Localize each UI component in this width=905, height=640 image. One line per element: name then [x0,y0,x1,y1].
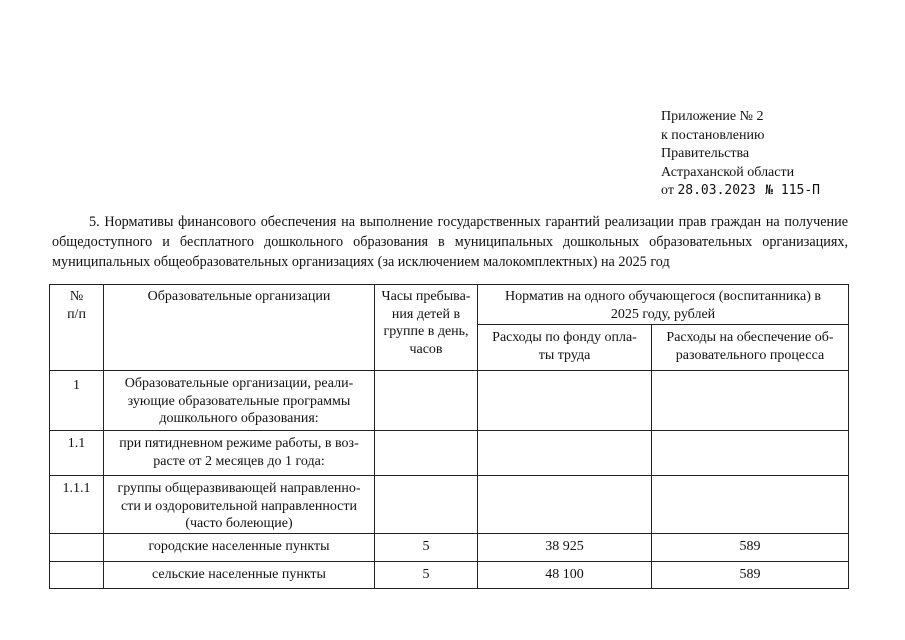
table-row [50,561,849,588]
annex-line-region: Астраханской области [661,164,795,180]
row-process: 589 [652,561,849,588]
annex-line-government: Правительства [661,146,750,162]
row-wage: 38 925 [478,533,652,561]
section-heading: 5. Нормативы финансового обеспечения на выполнение государственных гарантий реализации прав граждан на получение общедоступного и бесплатного дошкольного образования в муниципальных дошкольных образовательных организациях, муниципальных общеобразовательных организациях (за исключением малокомплектных) на 2025 год [52,214,848,270]
row-name: при пятидневном режиме работы, в воз- расте от 2 месяцев до 1 года: [104,431,375,476]
row-hours [375,371,478,431]
row-process [652,476,849,534]
row-process [652,371,849,431]
row-process [652,431,849,476]
header-org: Образовательные организации [104,285,375,371]
header-norm: Норматив на одного обучающегося (воспитанника) в 2025 году, рублей [478,285,849,325]
norms-table [49,284,849,589]
annex-block [661,108,820,201]
table-row [50,431,849,476]
annex-line-decree: к постановлению [661,127,765,143]
annex-date-prefix: от [661,183,674,199]
table-row [50,371,849,431]
row-num [50,561,104,588]
row-num: 1 [50,371,104,431]
row-name: городские населенные пункты [104,533,375,561]
row-wage [478,371,652,431]
row-num: 1.1.1 [50,476,104,534]
table-row [50,533,849,561]
header-row-1 [50,285,849,325]
annex-number: № 115-П [765,183,821,199]
row-wage [478,476,652,534]
header-process: Расходы на обеспечение об- разовательного процесса [652,325,849,371]
row-process: 589 [652,533,849,561]
row-name: Образовательные организации, реали- зующие образовательные программы дошкольного образования: [104,371,375,431]
header-wage: Расходы по фонду опла- ты труда [478,325,652,371]
row-wage: 48 100 [478,561,652,588]
header-num: № п/п [50,285,104,371]
annex-date-line [661,182,820,201]
annex-title: Приложение № 2 [661,109,764,124]
annex-date: 28.03.2023 [677,183,756,199]
row-hours [375,431,478,476]
row-hours [375,476,478,534]
row-num [50,533,104,561]
row-name: группы общеразвивающей направленно- сти и оздоровительной направленности (часто болеющие) [104,476,375,534]
row-wage [478,431,652,476]
row-name: сельские населенные пункты [104,561,375,588]
table-row [50,476,849,534]
row-num: 1.1 [50,431,104,476]
row-hours: 5 [375,561,478,588]
row-hours: 5 [375,533,478,561]
header-hours: Часы пребыва- ния детей в группе в день, часов [375,285,478,371]
